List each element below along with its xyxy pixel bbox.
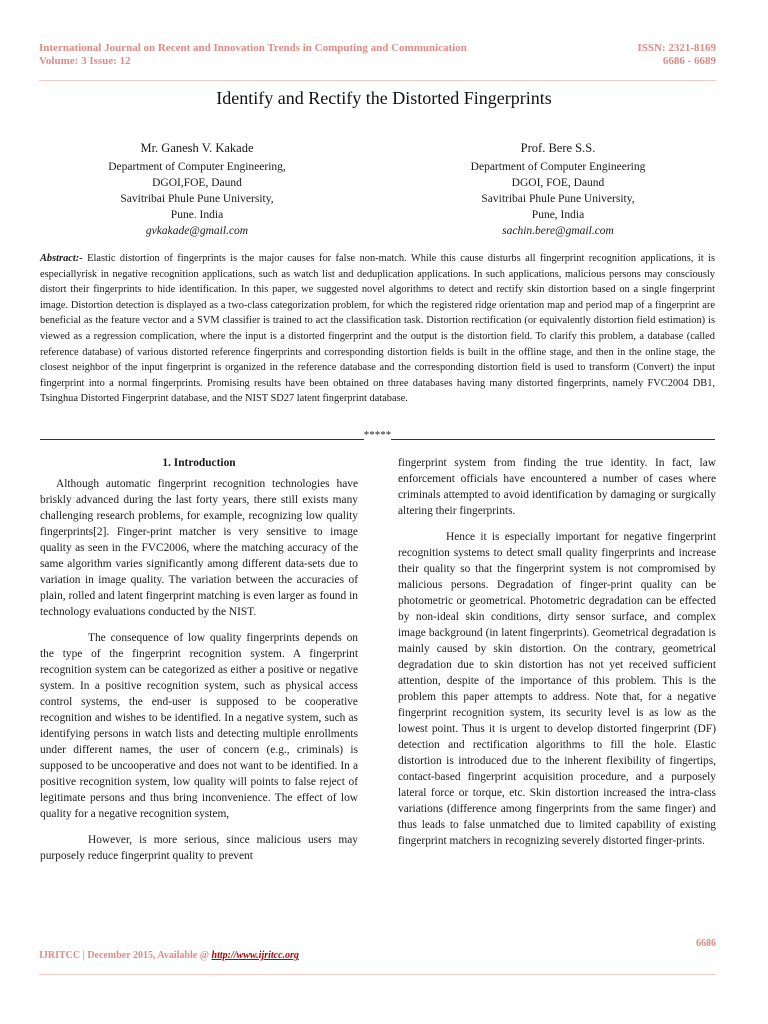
abstract-label: Abstract:- [40,253,83,264]
author-block-1 [57,140,337,239]
paragraph: The consequence of low quality fingerprints depends on the type of the fingerprint recognition system. A fingerprint recognition system can be categorized as either a positive or negative system. In a positive recognition system, such as physical access control systems, the end-user is supposed to be cooperative recognition and wishes to be identified. In a negative system, such as identifying persons in watch lists and detecting multiple enrollments under different names, the user of concern (e.g., criminals) is supposed to be uncooperative and does not want to be identified. In a positive recognition system, low quality will points to false reject of legitimate persons and thus bring inconvenience. The effect of low quality for a negative recognition system, [40,632,358,820]
footer-text: IJRITCC | December 2015, Available @ [39,950,212,961]
page-range: 6686 - 6689 [662,55,716,67]
author-name: Mr. Ganesh V. Kakade [140,141,254,155]
journal-link[interactable]: http://www.ijritcc.org [211,950,299,961]
page-number: 6686 [696,938,716,949]
paper-title: Identify and Rectify the Distorted Fingerprints [216,88,552,108]
journal-name: International Journal on Recent and Innovation Trends in Computing and Communication [39,42,467,54]
left-column [40,455,358,874]
author-university: Savitribai Phule Pune University, [481,193,635,205]
author-name: Prof. Bere S.S. [520,141,596,155]
abstract-text: Elastic distortion of fingerprints is the major causes for false non-match. While this cause disturbs all fingerprint recognition applications, it is especiallyrisk in negative recognition applications, such as watch list and deduplication applications. In such applications, malicious persons may consciously distort their fingerprints to hide identification. In this paper, we suggested novel algorithms to detect and rectify skin distortion based on a single fingerprint image. Distortion detection is displayed as a two-class categorization problem, for which the registered ridge orientation map and period map of a fingerprint are beneficial as the feature vector and a SVM classifier is trained to act the classification task. Distortion rectification (or equivalently distortion field estimation) is viewed as a regression complication, where the input is a distorted fingerprint and the output is the distortion field. To clarify this problem, a database (called reference database) of various distorted reference fingerprints and corresponding distortion fields is built in the offline stage, and then in the online stage, the closest neighbor of the input fingerprint is organized in the reference database and the corresponding distortion field is used to transform (Convert) the input fingerprint into a normal fingerprints. Promising results have been obtained on three databases having many distorted fingerprints, namely FVC2004 DB1, Tsinghua Distorted Fingerprint database, and the NIST SD27 latent fingerprint database. [40,253,715,405]
volume-issue: Volume: 3 Issue: 12 [39,55,131,67]
section-separator [40,428,715,442]
footer-divider [39,974,716,975]
paragraph: Hence it is especially important for negative fingerprint recognition systems to detect small quality fingerprints and increase their quality so that the fingerprint system is not compromised by malicious persons. Degradation of finger-print quality can be photometric or geometrical. Photometric degradation can be effected by non-ideal skin conditions, dirty sensor surface, and complex image background (in latent fingerprints). Geometrical degradation is mainly caused by skin distortion. On the contrary, geometrical degradation due to skin distortion has not yet received sufficient attention, despite of the importance of this problem. This is the problem this paper attempts to address. Note that, for a negative fingerprint recognition system, its security level is as low as the lowest point. Thus it is urgent to develop distorted fingerprint (DF) detection and rectification algorithms to fill the hole. Elastic distortion is introduced due to the inherent flexibility of fingertips, contact-based fingerprint acquisition procedure, and a purposely lateral force or torque, etc. Skin distortion increased the intra-class variations (difference among fingerprints from the same finger) and thus leads to false unmatched due to limited capability of existing fingerprint matchers in recognizing severely distorted finger-prints. [398,531,716,847]
author-email: sachin.bere@gmail.com [502,225,614,237]
separator-line-left [40,431,364,440]
paragraph: However, is more serious, since malicious users may purposely reduce fingerprint quality to prevent [40,834,358,862]
separator-stars: ***** [363,429,392,441]
author-location: Pune. India [170,209,224,221]
separator-line-right [391,431,715,440]
author-email: gvkakade@gmail.com [145,225,249,237]
author-location: Pune, India [531,209,585,221]
header-divider [39,80,716,81]
section-heading: 1. Introduction [162,457,236,469]
author-block-2 [418,140,698,239]
footer [39,950,299,961]
author-university: Savitribai Phule Pune University, [120,193,274,205]
paragraph: fingerprint system from finding the true identity. In fact, law enforcement officials have encountered a number of cases where criminals attempted to avoid identification by damaging or surgically altering their fingerprints. [398,457,716,517]
author-department: Department of Computer Engineering, [108,161,286,173]
right-column [398,455,716,859]
author-department: Department of Computer Engineering [470,161,646,173]
author-institute: DGOI, FOE, Daund [511,177,605,189]
author-institute: DGOI,FOE, Daund [152,177,242,189]
issn: ISSN: 2321-8169 [637,42,716,54]
abstract [40,251,715,407]
paragraph: Although automatic fingerprint recognition technologies have briskly advanced during the last forty years, there still exists many challenging research problems, for example, recognizing low quality fingerprints[2]. Finger-print matcher is very sensitive to image quality as seen in the FVC2006, where the matching accuracy of the same algorithm varies significantly among different data-sets due to variation in image quality. The variation between the accuracies of plain, rolled and latent fingerprint matching is even larger as found in technology evaluations conducted by the NIST. [40,478,358,618]
